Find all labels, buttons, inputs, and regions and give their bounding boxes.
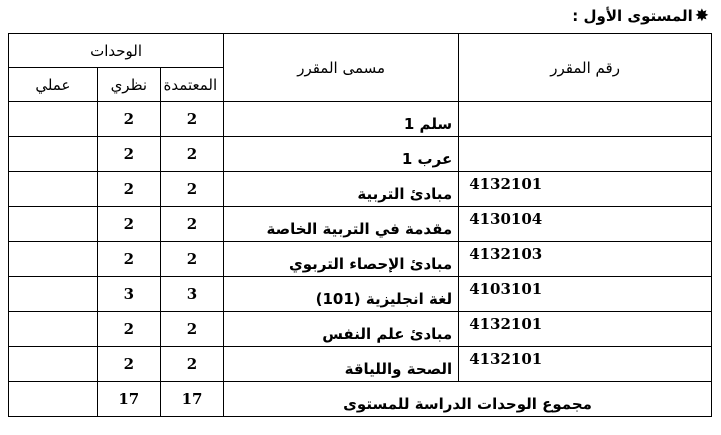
total-practical-cell [9,382,98,417]
header-row-top [9,34,712,68]
practical-cell [9,312,98,347]
practical-cell [9,137,98,172]
practical-cell [9,207,98,242]
table-row [9,277,712,312]
course-name-cell: سلم 1 [224,102,459,137]
course-name-cell: عرب 1 [224,137,459,172]
table-row [9,102,712,137]
header-credit: المعتمدة [160,68,223,102]
course-code-cell: 4132103 [459,242,712,277]
credit-cell: 2 [160,172,223,207]
credit-cell: 3 [160,277,223,312]
course-name-cell: مبادئ الإحصاء التربوي [224,242,459,277]
theory-cell: 2 [97,347,160,382]
course-name-cell: لغة انجليزية (101) [224,277,459,312]
course-code-cell [459,102,712,137]
theory-cell: 2 [97,172,160,207]
credit-cell: 2 [160,347,223,382]
header-practical: عملي [9,68,98,102]
total-label: مجموع الوحدات الدراسة للمستوى [224,382,712,417]
course-name-cell: مبادئ علم النفس [224,312,459,347]
practical-cell [9,242,98,277]
table-row [9,137,712,172]
header-course-name: مسمى المقرر [224,34,459,102]
table-row [9,207,712,242]
table-row [9,347,712,382]
theory-cell: 3 [97,277,160,312]
header-course-code: رقم المقرر [459,34,712,102]
courses-table [8,33,712,417]
course-code-cell: 4132101 [459,347,712,382]
practical-cell [9,347,98,382]
course-name-cell: مبادئ التربية [224,172,459,207]
course-code-cell: 4130104 [459,207,712,242]
credit-cell: 2 [160,137,223,172]
practical-cell [9,172,98,207]
course-name-cell: مقدمة في التربية الخاصة [224,207,459,242]
credit-cell: 2 [160,242,223,277]
level-heading-text: المستوى الأول : [572,7,693,25]
credit-cell: 2 [160,207,223,242]
theory-cell: 2 [97,102,160,137]
theory-cell: 2 [97,242,160,277]
theory-cell: 2 [97,312,160,347]
course-code-cell [459,137,712,172]
table-row [9,172,712,207]
practical-cell [9,102,98,137]
course-name-cell: الصحة واللياقة [224,347,459,382]
theory-cell: 2 [97,207,160,242]
header-theory: نظري [97,68,160,102]
level-heading [572,3,709,29]
total-theory-cell: 17 [97,382,160,417]
credit-cell: 2 [160,102,223,137]
course-code-cell: 4132101 [459,312,712,347]
total-credit-cell: 17 [160,382,223,417]
course-code-cell: 4103101 [459,277,712,312]
table-row [9,242,712,277]
practical-cell [9,277,98,312]
credit-cell: 2 [160,312,223,347]
theory-cell: 2 [97,137,160,172]
total-row [9,382,712,417]
table-row [9,312,712,347]
header-units: الوحدات [9,34,224,68]
course-code-cell: 4132101 [459,172,712,207]
star-icon: ✸ [694,6,709,26]
